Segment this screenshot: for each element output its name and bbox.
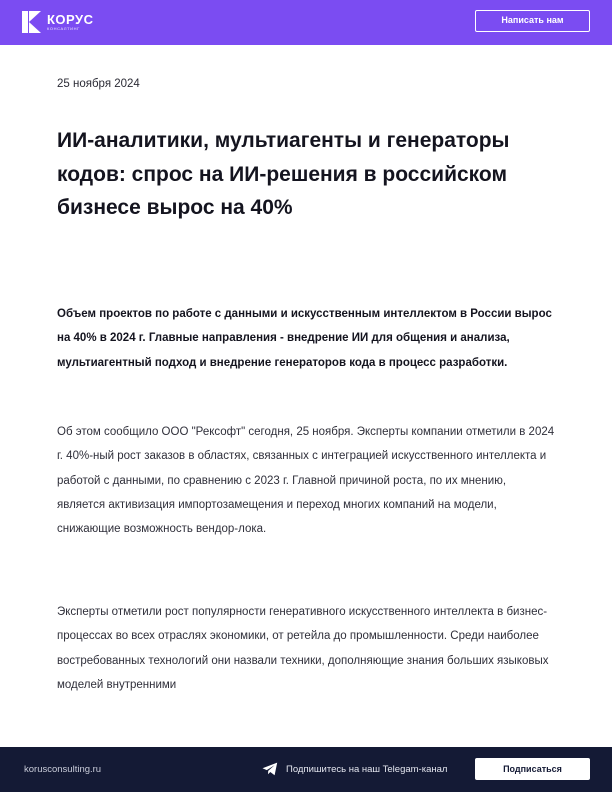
- telegram-icon[interactable]: [262, 762, 278, 776]
- telegram-subscribe-text[interactable]: Подпишитесь на наш Telegam-канал: [286, 764, 448, 775]
- site-link[interactable]: korusconsulting.ru: [24, 764, 102, 775]
- footer-bar: [0, 747, 612, 792]
- write-to-us-button[interactable]: Написать нам: [475, 10, 590, 32]
- article-date: 25 ноября 2024: [57, 78, 140, 90]
- korus-logo-icon: [22, 11, 42, 33]
- article-title: ИИ-аналитики, мультиагенты и генераторы кодов: спрос на ИИ-решения в российском бизнесе вырос на 40%: [57, 129, 510, 219]
- article-lead: Объем проектов по работе с данными и искусственным интеллектом в России вырос на 40% в 2024 г. Главные направления - внедрение ИИ для общения и анализа, мультиагентный подход и внедрение генераторов кода в процесс разработки.: [57, 308, 552, 369]
- article-paragraph-1: Об этом сообщило ООО "Рексофт" сегодня, 25 ноября. Эксперты компании отметили в 2024 г. 40%-ный рост заказов в областях, связанных с интеграцией искусственного интеллекта и работой с данными, по сравнению с 2023 г. Главной причиной роста, по их мнению, является активизация импортозамещения и переход многих компаний на модели, снижающие возможность вендор-лока.: [57, 426, 555, 536]
- korus-logo[interactable]: [22, 11, 94, 33]
- subscribe-button[interactable]: Подписаться: [475, 758, 590, 780]
- logo-name: КОРУС: [47, 11, 94, 27]
- logo-subtitle: КОНСАЛТИНГ: [47, 25, 80, 31]
- top-header-bar: [0, 0, 612, 45]
- article-paragraph-2: Эксперты отметили рост популярности генеративного искусственного интеллекта в бизнес-процессах во всех отраслях экономики, от ретейла до промышленности. Среди наиболее востребованных технологий они назвали техники, дополняющие знания больших языковых моделей внутренними: [57, 606, 549, 691]
